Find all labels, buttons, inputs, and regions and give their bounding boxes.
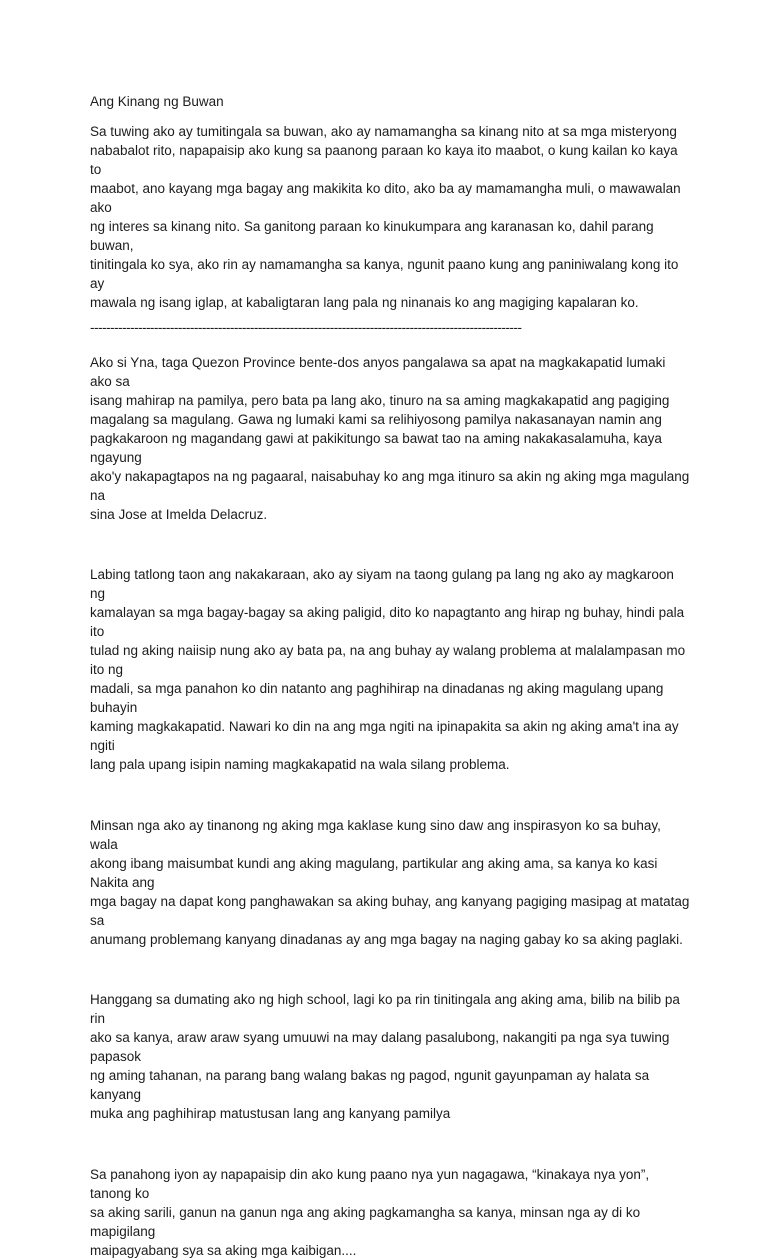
paragraph-4: Minsan nga ako ay tinanong ng aking mga kaklase kung sino daw ang inspirasyon ko sa buhay, wala akong ibang maisumbat kundi ang aking magulang, partikular ang aking ama, sa kanya ko kasi Nakita ang mga bagay na dapat kong panghawakan sa aking buhay, ang kanyang pagiging masipag at matatag sa anumang problemang kanyang dinadanas ay ang mga bagay na naging gabay ko sa aking paglaki. [90, 818, 690, 947]
paragraph-5: Hanggang sa dumating ako ng high school, lagi ko pa rin tinitingala ang aking ama, bilib na bilib pa rin ako sa kanya, araw araw syang umuuwi na may dalang pasalubong, nakangiti pa nga sya tuwing papasok ng aming tahanan, na parang bang walang bakas ng pagod, ngunit gayunpaman ay halata sa kanyang muka ang paghihirap matustusan lang ang kanyang pamilya [90, 992, 680, 1121]
paragraph-6: Sa panahong iyon ay napapaisip din ako kung paano nya yun nagagawa, “kinakaya nya yon”, tanong ko sa aking sarili, ganun na ganun nga ang aking pagkamangha sa kanya, minsan nga ay di ko mapigilang maipagyabang sya sa aking mga kaibigan.... [90, 1167, 650, 1258]
paragraph-3: Labing tatlong taon ang nakakaraan, ako ay siyam na taong gulang pa lang ng ako ay magkaroon ng kamalayan sa mga bagay-bagay sa aking paligid, dito ko napagtanto ang hirap ng buhay, hindi pala ito tulad ng aking naiisip nung ako ay bata pa, na ang buhay ay walang problema at malalampasan mo ito ng madali, sa mga panahon ko din natanto ang paghihirap na dinadanas ng aking magulang upang buhayin kaming magkakapatid. Nawari ko din na ang mga ngiti na ipinapakita sa akin ng aking ama't ina ay ngiti lang pala upang isipin naming magkakapatid na wala silang problema. [90, 567, 686, 772]
document-page [90, 92, 690, 1260]
paragraph-1: Sa tuwing ako ay tumitingala sa buwan, ako ay namamangha sa kinang nito at sa mga misteryong nababalot rito, napapaisip ako kung sa paanong paraan ko kaya ito maabot, o kung kailan ko kaya to maabot, ano kayang mga bagay ang makikita ko dito, ako ba ay mamamangha muli, o mawawalan ako ng interes sa kinang nito. Sa ganitong paraan ko kinukumpara ang karanasan ko, dahil parang buwan, tinitingala ko sya, ako rin ay namamangha sa kanya, ngunit paano kung ang paniniwalang kong ito ay mawala ng isang iglap, at kabaligtaran lang pala ng ninanais ko ang magiging kapalaran ko. [90, 124, 681, 310]
document-title: Ang Kinang ng Buwan [90, 94, 224, 109]
paragraph-2: Ako si Yna, taga Quezon Province bente-dos anyos pangalawa sa apat na magkakapatid lumaki ako sa isang mahirap na pamilya, pero bata pa lang ako, tinuro na sa aming magkakapatid ang pagiging magalang sa magulang. Gawa ng lumaki kami sa relihiyosong pamilya nakasanayan namin ang pagkakaroon ng magandang gawi at pakikitungo sa bawat tao na aming nakakasalamuha, kaya ngayung ako'y nakapagtapos na ng pagaaral, naisabuhay ko ang mga itinuro sa akin ng aking mga magulang na sina Jose at Imelda Delacruz. [90, 355, 690, 522]
separator-line: ------------------------------------------------------------------------------------------------------------ [90, 320, 522, 335]
